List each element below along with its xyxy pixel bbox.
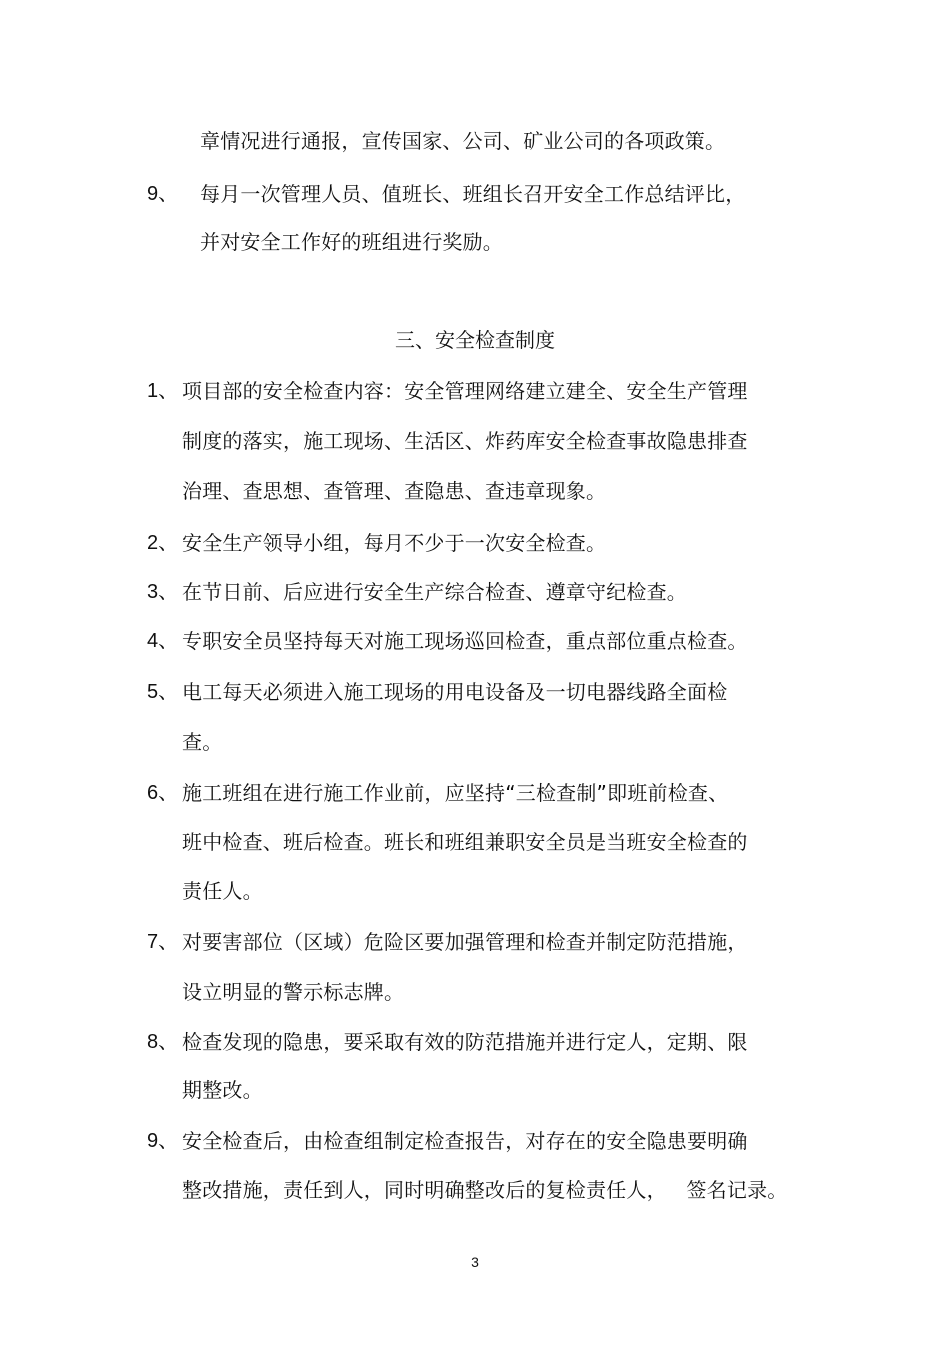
item-7-line-1: 对要害部位（区域）危险区要加强管理和检查并制定防范措施， — [182, 930, 748, 954]
item-1-line-1: 项目部的安全检查内容：安全管理网络建立建全、安全生产管理 — [182, 379, 748, 403]
item-8-line-1: 检查发现的隐患，要采取有效的防范措施并进行定人，定期、限 — [182, 1030, 748, 1054]
continuation-line: 章情况进行通报，宣传国家、公司、矿业公司的各项政策。 — [200, 129, 726, 153]
item-6-line-3: 责任人。 — [182, 879, 263, 903]
item-6-line-2: 班中检查、班后检查。班长和班组兼职安全员是当班安全检查的 — [182, 830, 748, 854]
item-5-line-1: 电工每天必须进入施工现场的用电设备及一切电器线路全面检 — [182, 680, 728, 704]
item-3-line-1: 在节日前、后应进行安全生产综合检查、遵章守纪检查。 — [182, 580, 687, 604]
item-8-number: 8、 — [147, 1031, 179, 1053]
item-7-number: 7、 — [147, 931, 179, 953]
item-2-number: 2、 — [147, 532, 179, 554]
item-1-line-2: 制度的落实，施工现场、生活区、炸药库安全检查事故隐患排查 — [182, 429, 748, 453]
item-6-number: 6、 — [147, 782, 179, 804]
item-1-line-3: 治理、查思想、查管理、查隐患、查违章现象。 — [182, 479, 607, 503]
item-5-number: 5、 — [147, 681, 179, 703]
item-4-number: 4、 — [147, 630, 179, 652]
prev-item-9-number: 9、 — [147, 183, 179, 205]
item-7-line-2: 设立明显的警示标志牌。 — [182, 980, 405, 1004]
prev-item-9-line-2: 并对安全工作好的班组进行奖励。 — [200, 230, 503, 254]
item-2-line-1: 安全生产领导小组，每月不少于一次安全检查。 — [182, 531, 607, 555]
item-8-line-2: 期整改。 — [182, 1078, 263, 1102]
item-3-number: 3、 — [147, 581, 179, 603]
page-number: 3 — [471, 1254, 479, 1270]
item-6-line-1: 施工班组在进行施工作业前，应坚持“三检查制”即班前检查、 — [182, 781, 729, 805]
item-4-line-1: 专职安全员坚持每天对施工现场巡回检查，重点部位重点检查。 — [182, 629, 748, 653]
section-title: 三、安全检查制度 — [395, 328, 555, 352]
prev-item-9-line-1: 每月一次管理人员、值班长、班组长召开安全工作总结评比， — [200, 182, 746, 206]
item-9-line-1: 安全检查后，由检查组制定检查报告，对存在的安全隐患要明确 — [182, 1129, 748, 1153]
item-5-line-2: 查。 — [182, 730, 223, 754]
item-9-number: 9、 — [147, 1130, 179, 1152]
item-9-line-2: 整改措施，责任到人，同时明确整改后的复检责任人， 签名记录。 — [182, 1178, 788, 1202]
item-1-number: 1、 — [147, 380, 179, 402]
